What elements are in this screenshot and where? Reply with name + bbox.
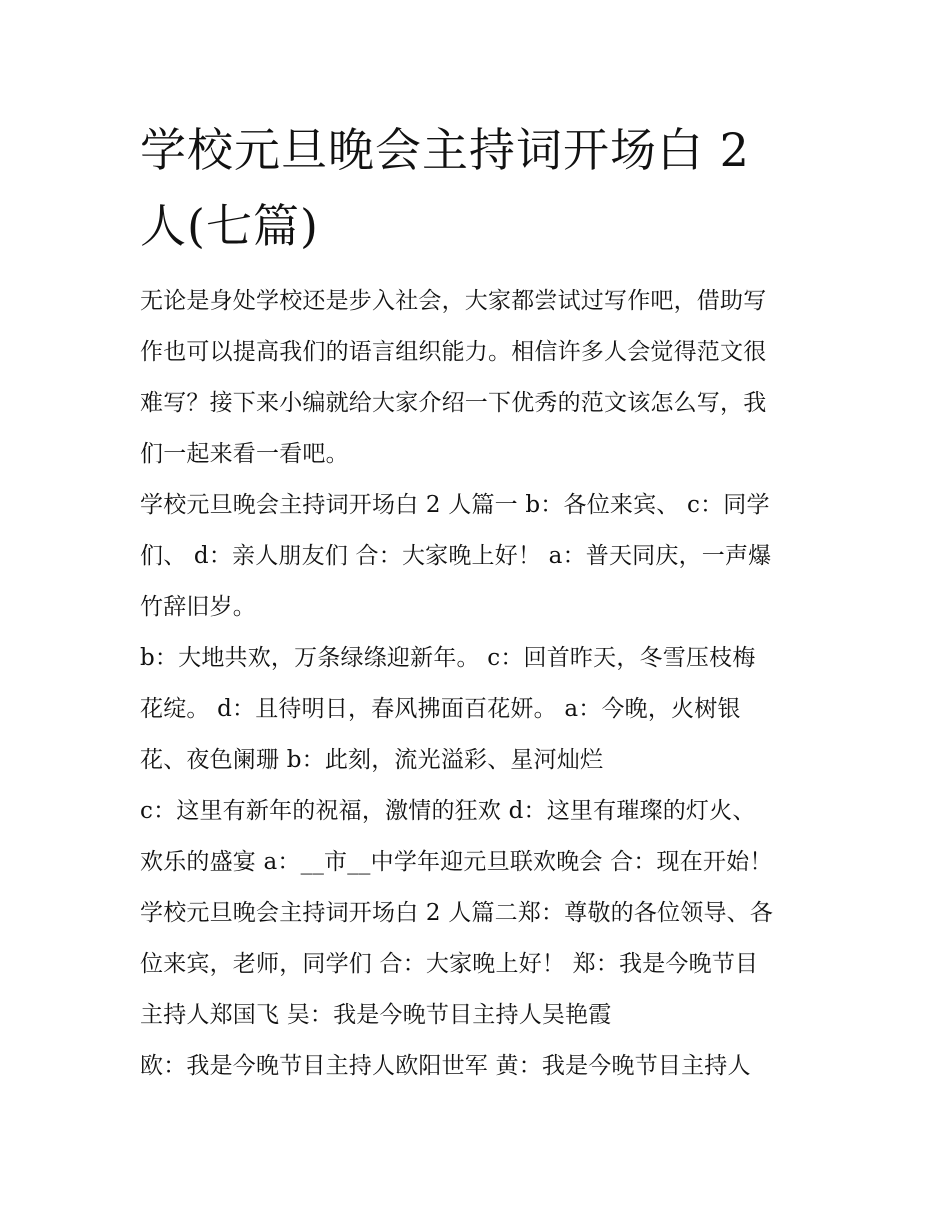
title-line: 学校元旦晚会主持词开场白 2 xyxy=(140,123,750,177)
body-line: 竹辞旧岁。 xyxy=(140,594,256,620)
body-line: 欢乐的盛宴 a：__市__中学年迎元旦联欢晚会 合：现在开始！ xyxy=(140,849,773,875)
body-line: 作也可以提高我们的语言组织能力。相信许多人会觉得范文很 xyxy=(140,339,767,365)
body-line: 们一起来看一看吧。 xyxy=(140,441,349,467)
body-line: 难写？接下来小编就给大家介绍一下优秀的范文该怎么写，我 xyxy=(140,390,767,416)
document-body xyxy=(140,276,830,1092)
title-line: 人(七篇) xyxy=(140,199,319,253)
body-line: c：这里有新年的祝福，激情的狂欢 d：这里有璀璨的灯火、 xyxy=(140,798,756,824)
body-line: 学校元旦晚会主持词开场白 2 人篇二郑：尊敬的各位领导、各 xyxy=(140,900,774,926)
body-line: 位来宾，老师，同学们 合：大家晚上好！ 郑：我是今晚节目 xyxy=(140,951,759,977)
document-title xyxy=(140,112,830,264)
body-line: b：大地共欢，万条绿绦迎新年。 c：回首昨天，冬雪压枝梅 xyxy=(140,645,756,671)
body-line: 主持人郑国飞 吴：我是今晚节目主持人吴艳霞 xyxy=(140,1002,612,1028)
body-line: 们、 d：亲人朋友们 合：大家晚上好！ a：普天同庆，一声爆 xyxy=(140,543,772,569)
body-line: 欧：我是今晚节目主持人欧阳世军 黄：我是今晚节目主持人 xyxy=(140,1053,751,1079)
document-content xyxy=(140,112,830,1092)
body-line: 花绽。 d：且待明日，春风拂面百花妍。 a：今晚，火树银 xyxy=(140,696,741,722)
body-line: 无论是身处学校还是步入社会，大家都尝试过写作吧，借助写 xyxy=(140,288,767,314)
body-line: 花、夜色阑珊 b：此刻，流光溢彩、星河灿烂 xyxy=(140,747,604,773)
body-line: 学校元旦晚会主持词开场白 2 人篇一 b：各位来宾、 c：同学 xyxy=(140,492,770,518)
